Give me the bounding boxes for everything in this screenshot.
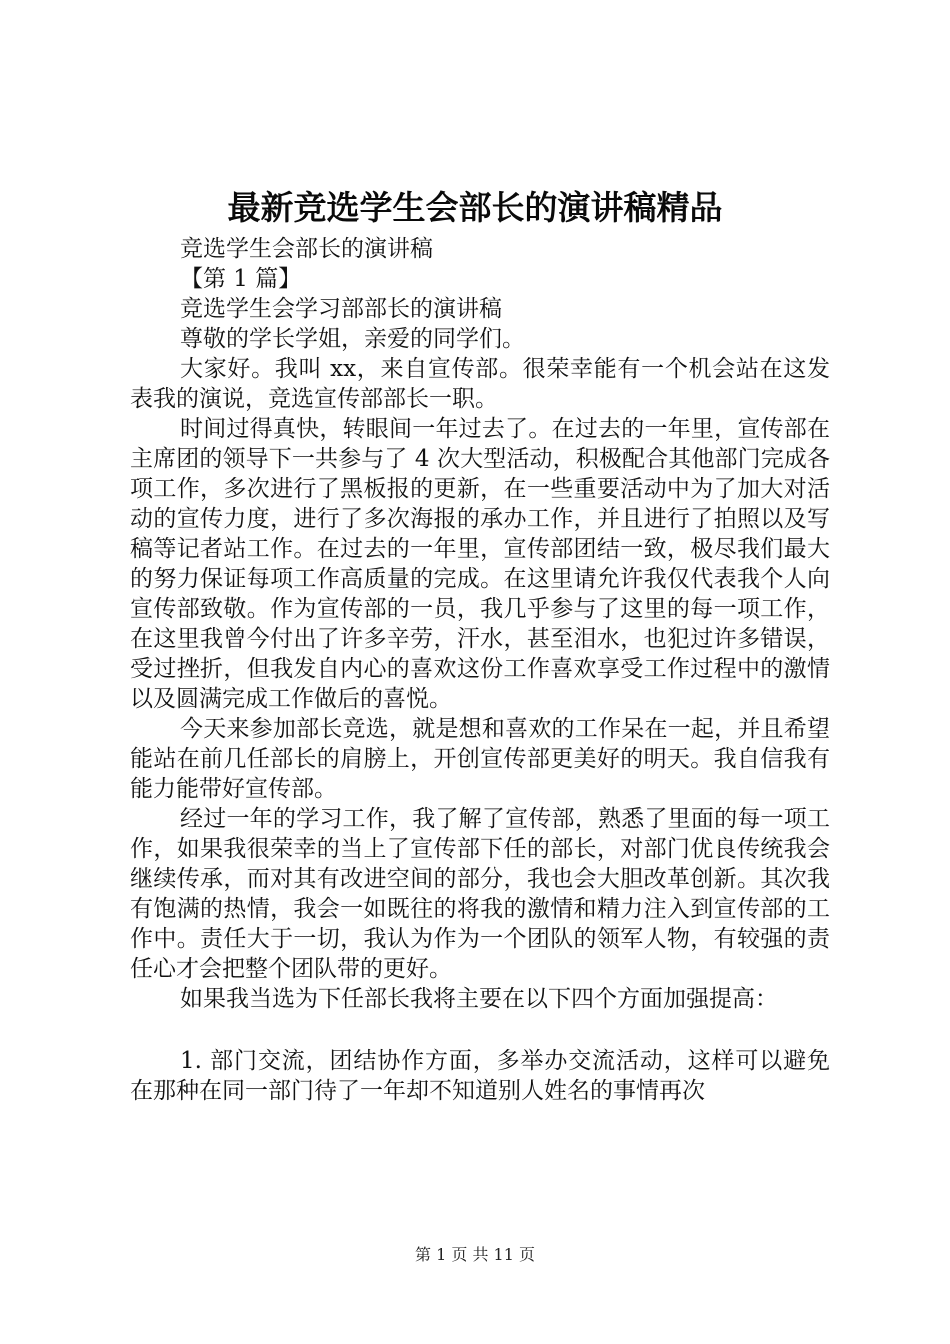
paragraph-section-marker: 【第 1 篇】 xyxy=(180,266,302,292)
paragraph-speech-title: 竞选学生会学习部部长的演讲稿 xyxy=(180,296,502,322)
document-body xyxy=(130,234,830,1106)
paragraph-experience: 经过一年的学习工作，我了解了宣传部，熟悉了里面的每一项工作，如果我很荣幸的当上了宣传部下任的部长，对部门优良传统我会继续传承，而对其有改进空间的部分，我也会大胆改革创新。其次我有饱满的热情，我会一如既往的将我的激情和精力注入到宣传部的工作中。责任大于一切，我认为作为一个团队的领军人物，有较强的责任心才会把整个团队带的更好。 xyxy=(130,806,830,982)
paragraph-salutation: 尊敬的学长学姐，亲爱的同学们。 xyxy=(180,326,525,352)
paragraph-plan-intro: 如果我当选为下任部长我将主要在以下四个方面加强提高： xyxy=(180,986,778,1012)
paragraph-past-year: 时间过得真快，转眼间一年过去了。在过去的一年里，宣传部在主席团的领导下一共参与了 4 次大型活动，积极配合其他部门完成各项工作，多次进行了黑板报的更新，在一些重要活动中为了加大对活动的宣传力度，进行了多次海报的承办工作，并且进行了拍照以及写稿等记者站工作。在过去的一年里，宣传部团结一致，极尽我们最大的努力保证每项工作高质量的完成。在这里请允许我仅代表我个人向宣传部致敬。作为宣传部的一员，我几乎参与了这里的每一项工作，在这里我曾今付出了许多辛劳，汗水，甚至泪水，也犯过许多错误，受过挫折，但我发自内心的喜欢这份工作喜欢享受工作过程中的激情以及圆满完成工作做后的喜悦。 xyxy=(130,416,830,712)
document-title: 最新竞选学生会部长的演讲稿精品 xyxy=(227,188,723,227)
paragraph-subtitle: 竞选学生会部长的演讲稿 xyxy=(180,236,433,262)
paragraph-plan-item-1: 1. 部门交流，团结协作方面，多举办交流活动，这样可以避免在那种在同一部门待了一年却不知道别人姓名的事情再次 xyxy=(130,1048,830,1104)
page-footer: 第 1 页 共 11 页 xyxy=(415,1245,535,1264)
paragraph-motivation: 今天来参加部长竞选，就是想和喜欢的工作呆在一起，并且希望能站在前几任部长的肩膀上，开创宣传部更美好的明天。我自信我有能力能带好宣传部。 xyxy=(130,716,830,802)
paragraph-introduction: 大家好。我叫 xx，来自宣传部。很荣幸能有一个机会站在这发表我的演说，竞选宣传部部长一职。 xyxy=(130,356,830,412)
